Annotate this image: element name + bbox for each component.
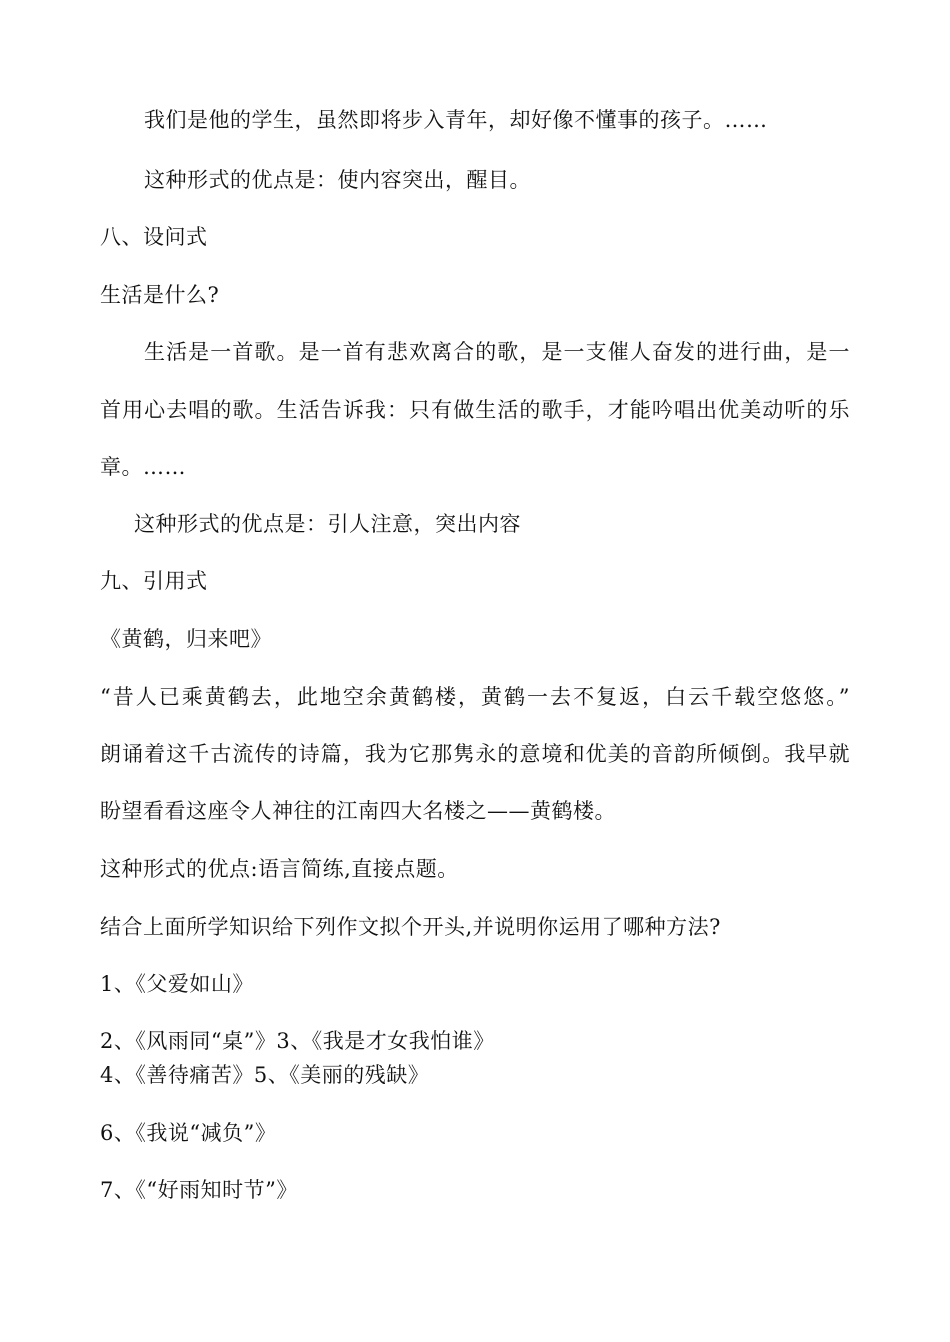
exercise-item-2-3: 2、《风雨同“桌”》3、《我是才女我怕谁》 — [100, 1029, 495, 1053]
paragraph-life-line-1: 生活是一首歌。是一首有悲欢离合的歌，是一支催人奋发的进行曲，是一 — [144, 340, 850, 364]
paragraph-advantage-2: 这种形式的优点是：引人注意，突出内容 — [134, 512, 521, 536]
exercise-instruction: 结合上面所学知识给下列作文拟个开头,并说明你运用了哪种方法? — [100, 915, 721, 939]
paragraph-poem-line-2: 朗诵着这千古流传的诗篇，我为它那隽永的意境和优美的音韵所倾倒。我早就 — [100, 742, 850, 766]
paragraph-advantage-1: 这种形式的优点是：使内容突出，醒目。 — [144, 168, 531, 192]
section-title-9: 《黄鹤，归来吧》 — [100, 627, 272, 651]
exercise-item-1: 1、《父爱如山》 — [100, 972, 254, 996]
section-heading-8: 八、设问式 — [100, 225, 208, 249]
paragraph-student: 我们是他的学生，虽然即将步入青年，却好像不懂事的孩子。…… — [144, 108, 768, 132]
exercise-item-6: 6、《我说“减负”》 — [100, 1121, 277, 1145]
exercise-item-4-5: 4、《善待痛苦》5、《美丽的残缺》 — [100, 1063, 430, 1087]
paragraph-poem-line-3: 盼望看看这座令人神往的江南四大名楼之——黄鹤楼。 — [100, 799, 616, 823]
paragraph-life-line-3: 章。…… — [100, 455, 186, 479]
paragraph-life-line-2: 首用心去唱的歌。生活告诉我：只有做生活的歌手，才能吟唱出优美动听的乐 — [100, 398, 850, 422]
paragraph-advantage-3: 这种形式的优点:语言简练,直接点题。 — [100, 857, 459, 881]
exercise-item-7: 7、《“好雨知时节”》 — [100, 1178, 298, 1202]
section-heading-9: 九、引用式 — [100, 569, 208, 593]
paragraph-poem-line-1: “昔人已乘黄鹤去，此地空余黄鹤楼，黄鹤一去不复返，白云千载空悠悠。” — [100, 685, 850, 709]
section-title-8: 生活是什么? — [100, 283, 220, 307]
